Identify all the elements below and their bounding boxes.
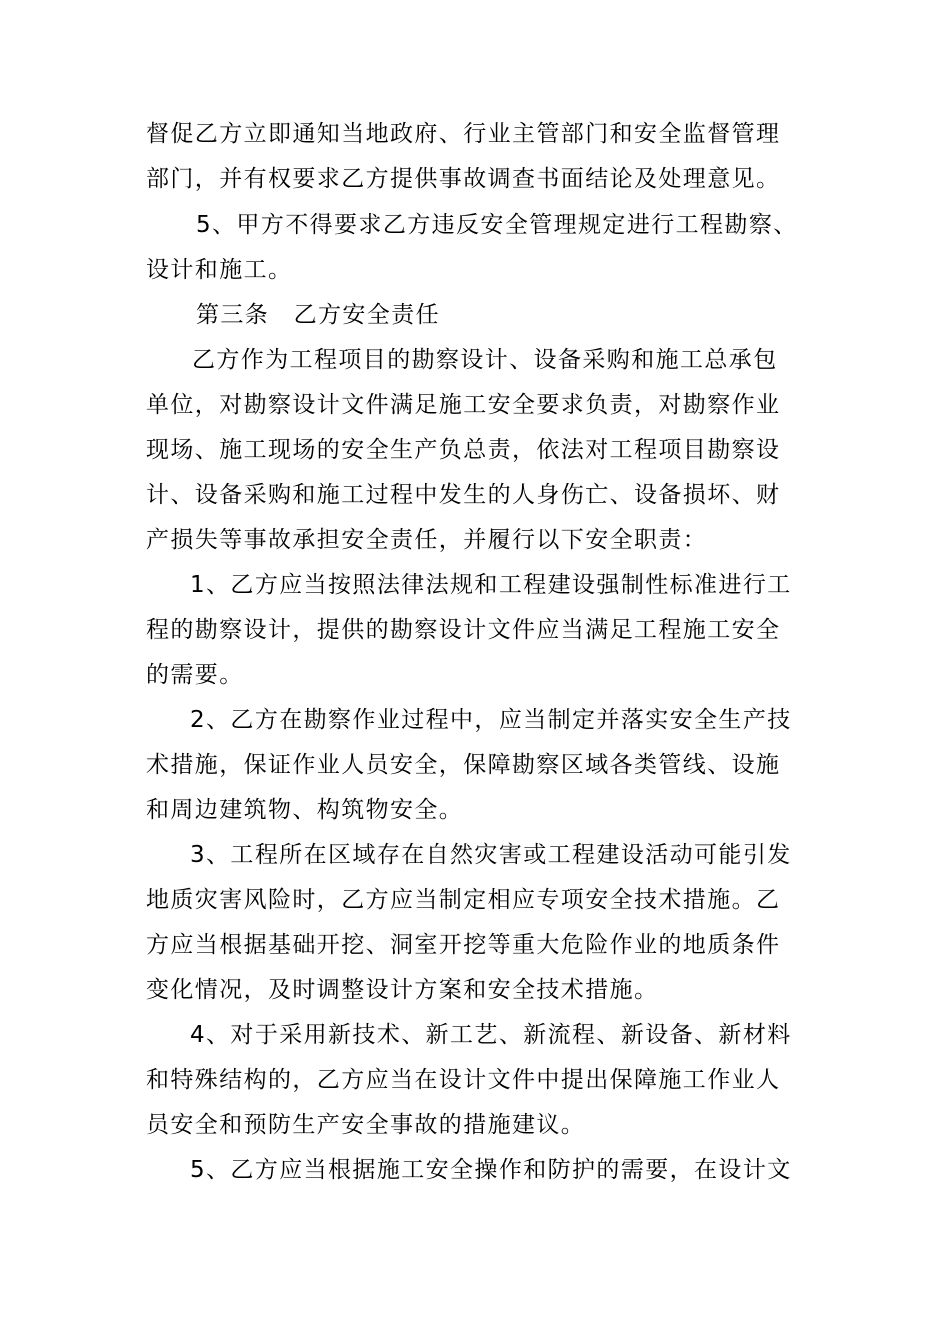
text-line: 5、甲方不得要求乙方违反安全管理规定进行工程勘察、 — [196, 212, 798, 238]
text-line: 和周边建筑物、构筑物安全。 — [146, 797, 464, 823]
text-line: 方应当根据基础开挖、洞室开挖等重大危险作业的地质条件 — [146, 932, 781, 958]
text-line: 5、乙方应当根据施工安全操作和防护的需要，在设计文 — [190, 1157, 792, 1183]
text-line: 现场、施工现场的安全生产负总责，依法对工程项目勘察设 — [146, 437, 781, 463]
text-line: 督促乙方立即通知当地政府、行业主管部门和安全监督管理 — [146, 121, 781, 147]
text-line: 4、对于采用新技术、新工艺、新流程、新设备、新材料 — [190, 1022, 792, 1048]
text-line: 设计和施工。 — [146, 257, 293, 283]
text-line: 1、乙方应当按照法律法规和工程建设强制性标准进行工 — [190, 572, 792, 598]
text-line: 和特殊结构的，乙方应当在设计文件中提出保障施工作业人 — [146, 1067, 781, 1093]
text-line: 程的勘察设计，提供的勘察设计文件应当满足工程施工安全 — [146, 617, 781, 643]
text-line: 部门，并有权要求乙方提供事故调查书面结论及处理意见。 — [146, 166, 781, 192]
text-line: 计、设备采购和施工过程中发生的人身伤亡、设备损坏、财 — [146, 482, 781, 508]
text-line: 术措施，保证作业人员安全，保障勘察区域各类管线、设施 — [146, 752, 781, 778]
section-heading: 第三条 乙方安全责任 — [196, 302, 440, 328]
text-line: 乙方作为工程项目的勘察设计、设备采购和施工总承包 — [192, 347, 778, 373]
text-line: 单位，对勘察设计文件满足施工安全要求负责，对勘察作业 — [146, 392, 781, 418]
text-line: 3、工程所在区域存在自然灾害或工程建设活动可能引发 — [190, 842, 792, 868]
text-line: 员安全和预防生产安全事故的措施建议。 — [146, 1112, 586, 1138]
text-line: 产损失等事故承担安全责任，并履行以下安全职责： — [146, 527, 708, 553]
text-line: 的需要。 — [146, 662, 244, 688]
text-line: 2、乙方在勘察作业过程中，应当制定并落实安全生产技 — [190, 707, 792, 733]
text-line: 变化情况，及时调整设计方案和安全技术措施。 — [146, 977, 659, 1003]
text-line: 地质灾害风险时，乙方应当制定相应专项安全技术措施。乙 — [146, 887, 781, 913]
